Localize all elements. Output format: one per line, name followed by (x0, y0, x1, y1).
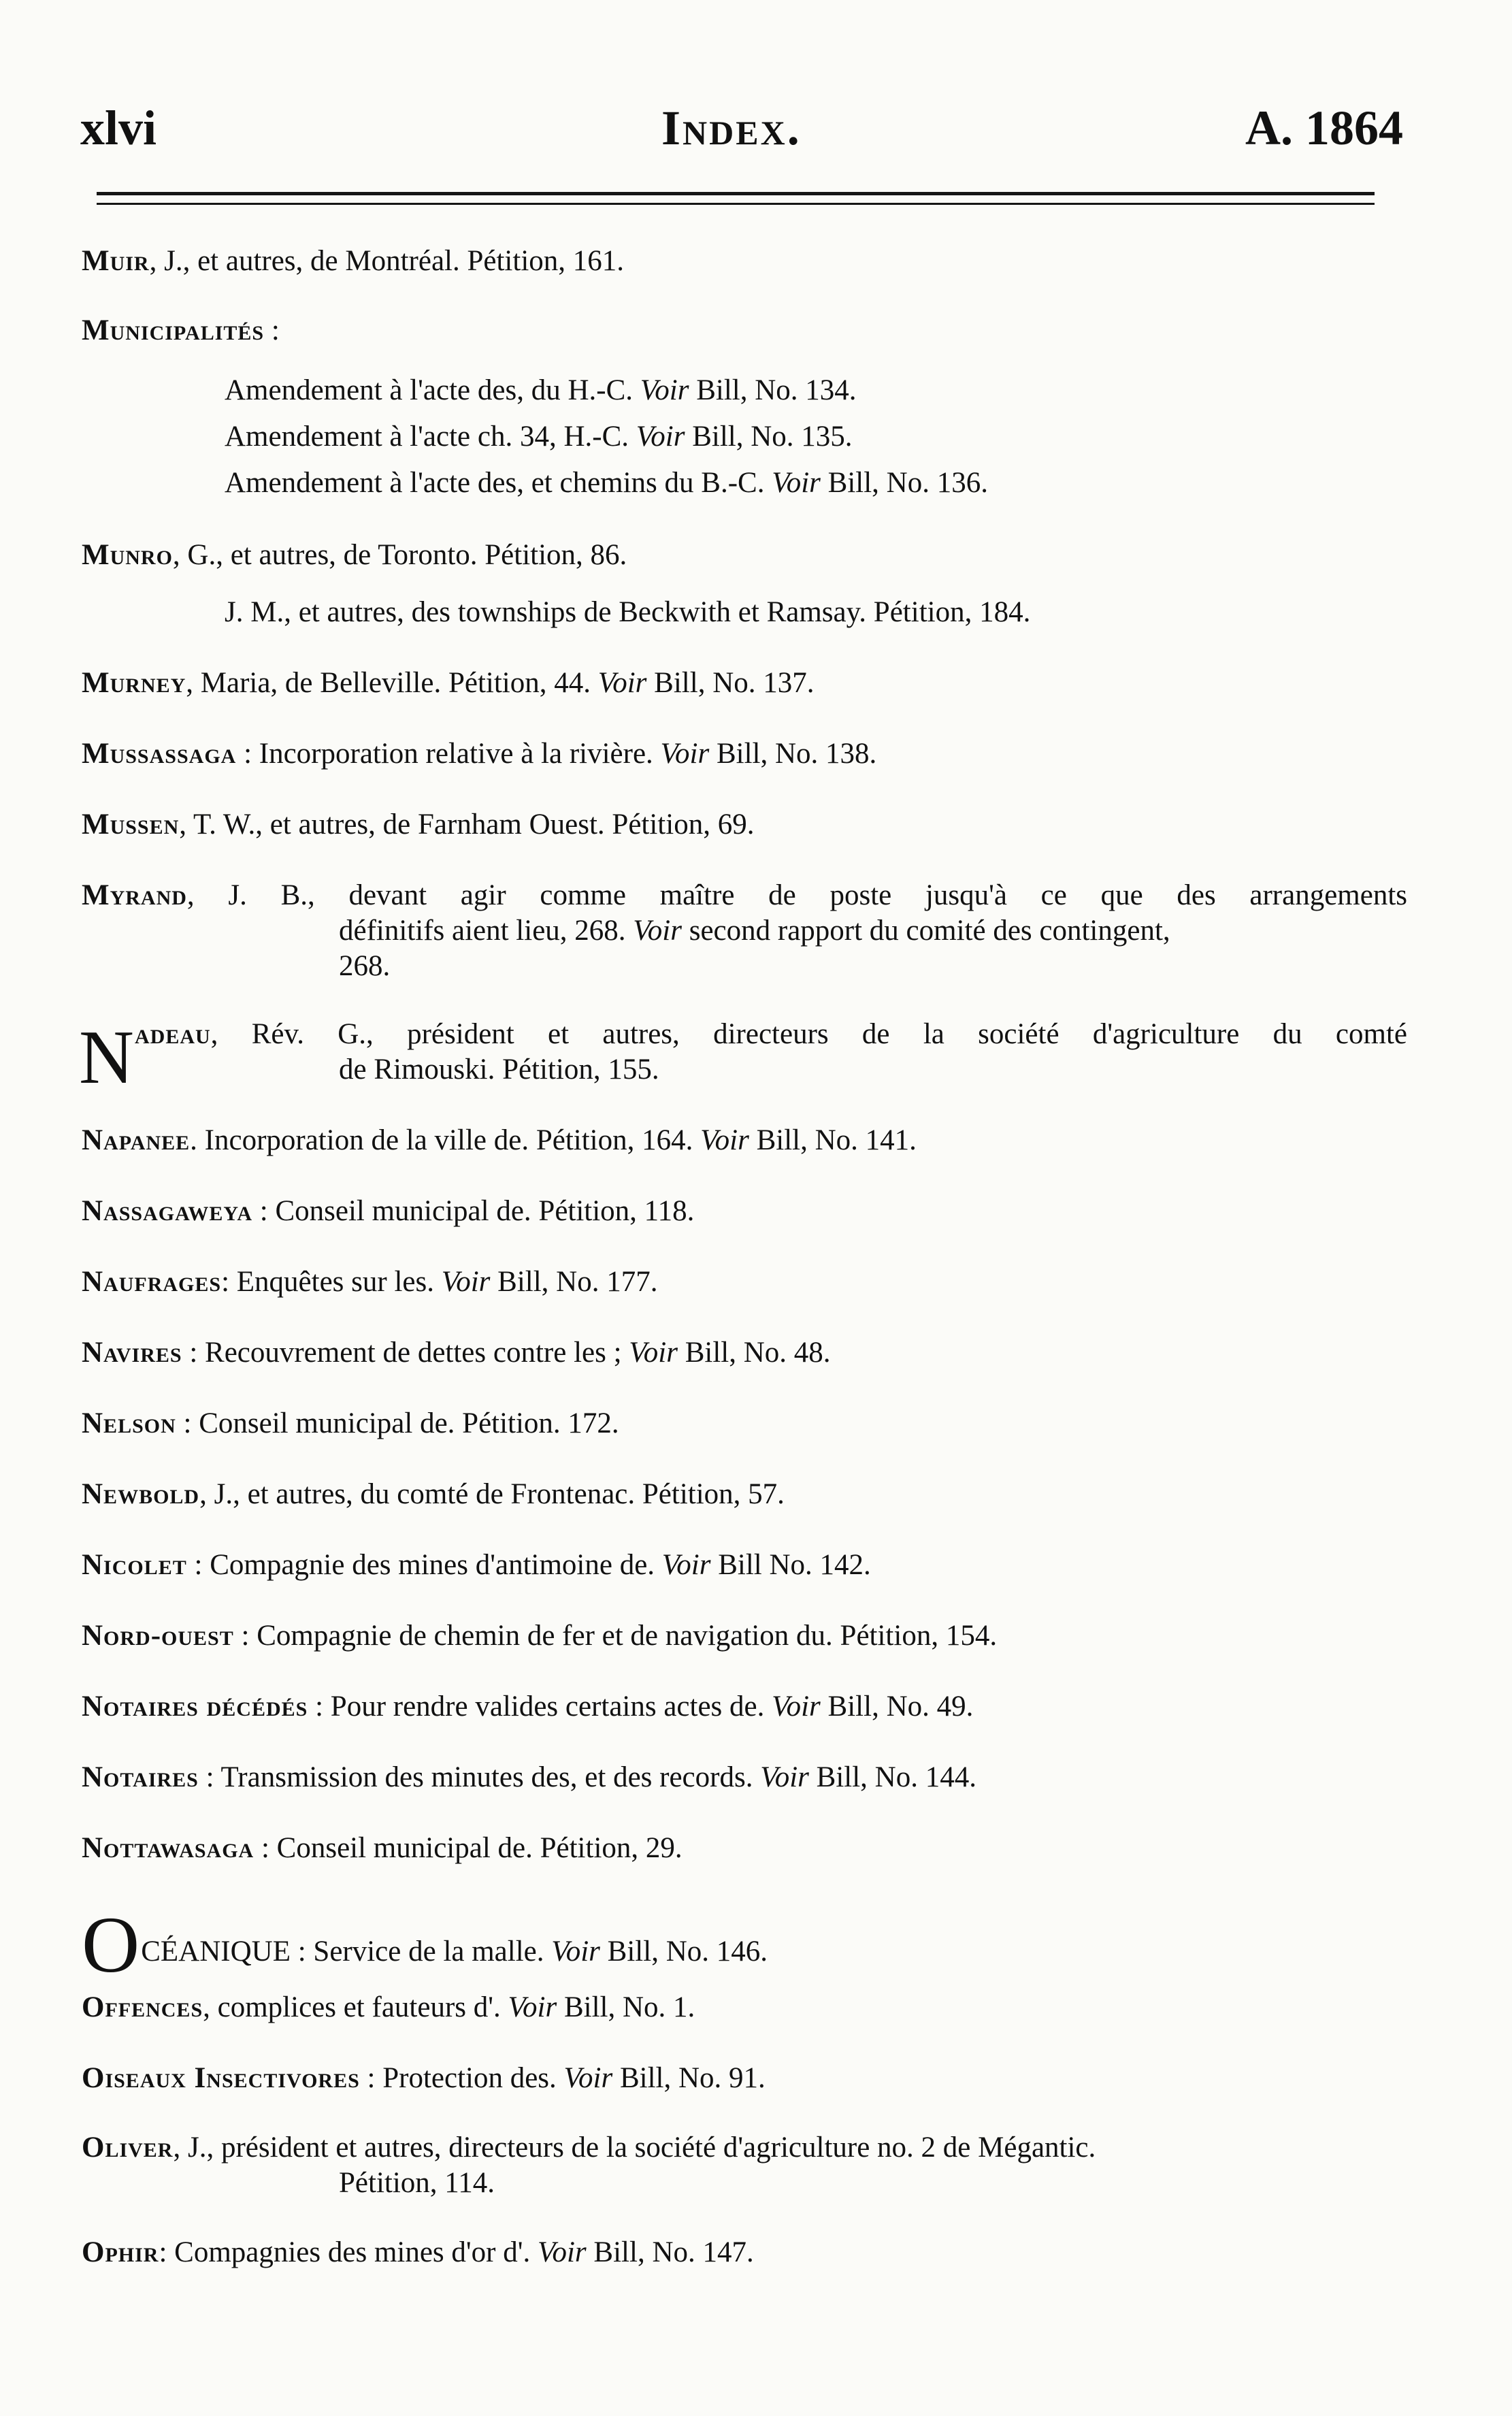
index-entry-murney: Murney, Maria, de Belleville. Pétition, 44. Voir Bill, No. 137. (82, 667, 815, 699)
index-entry-nadeau: N adeau, Rév. G., président et autres, directeurs de la société d'agriculture du comté de Rimouski. Pétition, 155. (79, 1015, 1407, 1100)
header-rule-bottom (97, 203, 1375, 205)
drop-cap-n: N (79, 1015, 134, 1100)
index-entry-navires: Navires : Recouvrement de dettes contre les ; Voir Bill, No. 48. (82, 1337, 831, 1369)
index-entry-naufrages: Naufrages: Enquêtes sur les. Voir Bill, No. 177. (82, 1266, 658, 1298)
subentry-municipalites-3: Amendement à l'acte des, et chemins du B.-C. Voir Bill, No. 136. (225, 467, 988, 499)
index-entry-ophir: Ophir: Compagnies des mines d'or d'. Voir Bill, No. 147. (82, 2236, 754, 2268)
index-entry-nicolet: Nicolet : Compagnie des mines d'antimoine de. Voir Bill No. 142. (82, 1549, 871, 1581)
header-rule-top (97, 192, 1375, 195)
index-entry-nelson: Nelson : Conseil municipal de. Pétition. 172. (82, 1407, 619, 1439)
subentry-municipalites-2: Amendement à l'acte ch. 34, H.-C. Voir Bill, No. 135. (225, 421, 853, 453)
index-entry-oiseaux-insectivores: Oiseaux Insectivores : Protection des. Voir Bill, No. 91. (82, 2062, 766, 2094)
page-number: xlvi (80, 101, 157, 155)
index-entry-nassagaweya: Nassagaweya : Conseil municipal de. Pétition, 118. (82, 1195, 695, 1227)
index-entry-oliver: Oliver, J., président et autres, directeurs de la société d'agriculture no. 2 de Mégantic. Pétition, 114. (82, 2132, 1096, 2199)
index-entry-newbold: Newbold, J., et autres, du comté de Frontenac. Pétition, 57. (82, 1478, 785, 1510)
subentry-municipalites-1: Amendement à l'acte des, du H.-C. Voir Bill, No. 134. (225, 374, 857, 406)
index-entry-notaires-decedes: Notaires décédés : Pour rendre valides certains actes de. Voir Bill, No. 49. (82, 1691, 974, 1723)
index-entry-offences: Offences, complices et fauteurs d'. Voir Bill, No. 1. (82, 1991, 695, 2023)
index-entry-myrand: Myrand, J. B., devant agir comme maître de poste jusqu'à ce que des arrangements définitifs aient lieu, 268. Voir second rapport du comité des contingent, 268. (82, 879, 1407, 982)
index-entry-oceanique: OCÉANIQUE : Service de la malle. Voir Bill, No. 146. (82, 1900, 768, 1989)
index-entry-munro: Munro, G., et autres, de Toronto. Pétition, 86. (82, 539, 627, 571)
index-entry-municipalites: Municipalités : (82, 314, 280, 346)
subentry-munro: J. M., et autres, des townships de Beckwith et Ramsay. Pétition, 184. (225, 596, 1031, 628)
year-label: A. 1864 (1245, 101, 1403, 155)
drop-cap-o: O (82, 1900, 140, 1989)
page-title: Index. (661, 101, 802, 155)
index-entry-mussen: Mussen, T. W., et autres, de Farnham Ouest. Pétition, 69. (82, 809, 755, 840)
index-entry-nottawasaga: Nottawasaga : Conseil municipal de. Pétition, 29. (82, 1832, 683, 1864)
index-entry-mussassaga: Mussassaga : Incorporation relative à la rivière. Voir Bill, No. 138. (82, 738, 877, 770)
index-entry-nord-ouest: Nord-ouest : Compagnie de chemin de fer et de navigation du. Pétition, 154. (82, 1620, 998, 1652)
index-entry-napanee: Napanee. Incorporation de la ville de. Pétition, 164. Voir Bill, No. 141. (82, 1124, 917, 1156)
index-entry-muir: Muir, J., et autres, de Montréal. Pétition, 161. (82, 245, 625, 277)
index-entry-notaires: Notaires : Transmission des minutes des, et des records. Voir Bill, No. 144. (82, 1761, 976, 1793)
